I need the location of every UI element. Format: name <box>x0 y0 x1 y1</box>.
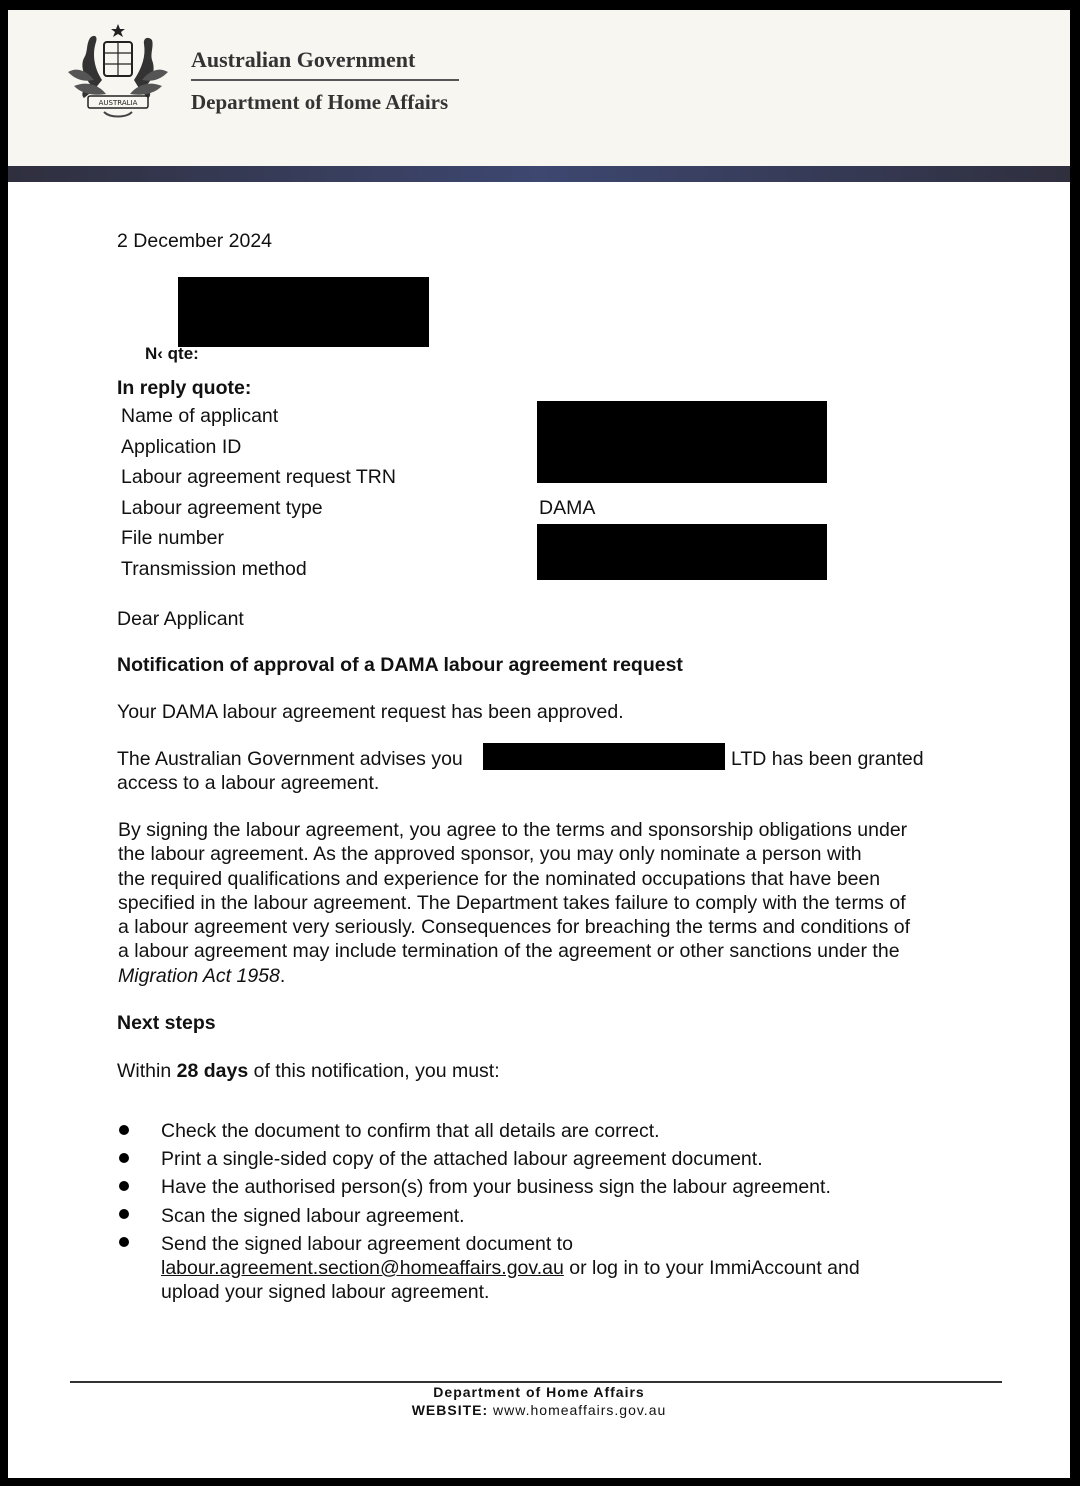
field-label-application-id: Application ID <box>121 436 242 458</box>
paragraph-line: specified in the labour agreement. The Department takes failure to comply with the terms of <box>118 891 906 914</box>
paragraph-line <box>118 964 958 988</box>
salutation: Dear Applicant <box>117 608 244 630</box>
crest-lettering: AUSTRALIA <box>98 99 138 107</box>
footer-website-label: WEBSITE: <box>411 1402 489 1418</box>
advises-text-line2: access to a labour agreement. <box>117 772 380 794</box>
bullet-marker <box>119 1181 129 1191</box>
signing-paragraph <box>118 818 958 988</box>
footer-website <box>8 1401 1070 1419</box>
field-label-agreement-type: Labour agreement type <box>121 497 323 519</box>
field-label-trn: Labour agreement request TRN <box>121 466 396 488</box>
email-link[interactable]: labour.agreement.section@homeaffairs.gov.au <box>161 1257 564 1279</box>
list-item-continuation <box>161 1256 860 1280</box>
within-days: 28 days <box>176 1060 249 1082</box>
list-item: Scan the signed labour agreement. <box>161 1205 465 1227</box>
bullet-marker <box>119 1209 129 1219</box>
within-post: of this notification, you must: <box>253 1060 500 1082</box>
footer-website-url[interactable]: www.homeaffairs.gov.au <box>493 1402 667 1418</box>
redaction-block <box>178 277 429 347</box>
paragraph-line: a labour agreement may include termination of the agreement or other sanctions under the <box>118 940 900 963</box>
field-value-agreement-type: DAMA <box>539 497 596 519</box>
redaction-block <box>537 401 827 483</box>
list-item: Check the document to confirm that all details are correct. <box>161 1120 660 1142</box>
letterhead-divider <box>191 79 459 81</box>
advises-text-start: The Australian Government advises you <box>117 748 463 770</box>
garbled-quote-label: N‹ qte: <box>145 344 199 363</box>
approval-statement: Your DAMA labour agreement request has been approved. <box>117 701 624 723</box>
act-suffix: . <box>279 964 286 987</box>
redaction-block <box>483 743 725 770</box>
footer-department: Department of Home Affairs <box>433 1384 645 1400</box>
redaction-block <box>537 524 827 580</box>
bullet-marker <box>119 1153 129 1163</box>
within-instruction <box>117 1059 500 1083</box>
paragraph-line: By signing the labour agreement, you agree to the terms and sponsorship obligations under <box>118 819 908 841</box>
letter-page <box>8 10 1070 1478</box>
government-name: Australian Government <box>191 47 416 72</box>
field-label-file-number: File number <box>121 527 224 549</box>
letterhead-stripe <box>8 166 1070 182</box>
letter-date: 2 December 2024 <box>117 230 273 252</box>
list-item-continuation: upload your signed labour agreement. <box>161 1281 490 1303</box>
email-link-suffix: or log in to your ImmiAccount and <box>569 1257 860 1279</box>
advises-text-end: LTD has been granted <box>731 748 924 770</box>
bullet-marker <box>119 1237 129 1247</box>
subject-heading: Notification of approval of a DAMA labour agreement request <box>117 654 683 676</box>
coat-of-arms-logo <box>54 20 182 128</box>
reply-quote-heading: In reply quote: <box>117 377 252 399</box>
list-item: Have the authorised person(s) from your business sign the labour agreement. <box>161 1176 831 1198</box>
department-name: Department of Home Affairs <box>191 90 449 114</box>
act-name: Migration Act 1958 <box>118 964 280 987</box>
list-item: Send the signed labour agreement document to <box>161 1233 573 1255</box>
paragraph-line: the labour agreement. As the approved sponsor, you may only nominate a person with <box>118 843 862 866</box>
within-pre: Within <box>117 1060 172 1082</box>
next-steps-heading: Next steps <box>117 1012 216 1034</box>
paragraph-line: a labour agreement very seriously. Consequences for breaching the terms and conditions of <box>118 916 910 939</box>
paragraph-line: the required qualifications and experience for the nominated occupations that have been <box>118 867 881 890</box>
field-label-applicant-name: Name of applicant <box>121 405 279 427</box>
bullet-marker <box>119 1125 129 1135</box>
field-label-transmission-method: Transmission method <box>121 558 307 580</box>
list-item: Print a single-sided copy of the attached labour agreement document. <box>161 1148 763 1170</box>
